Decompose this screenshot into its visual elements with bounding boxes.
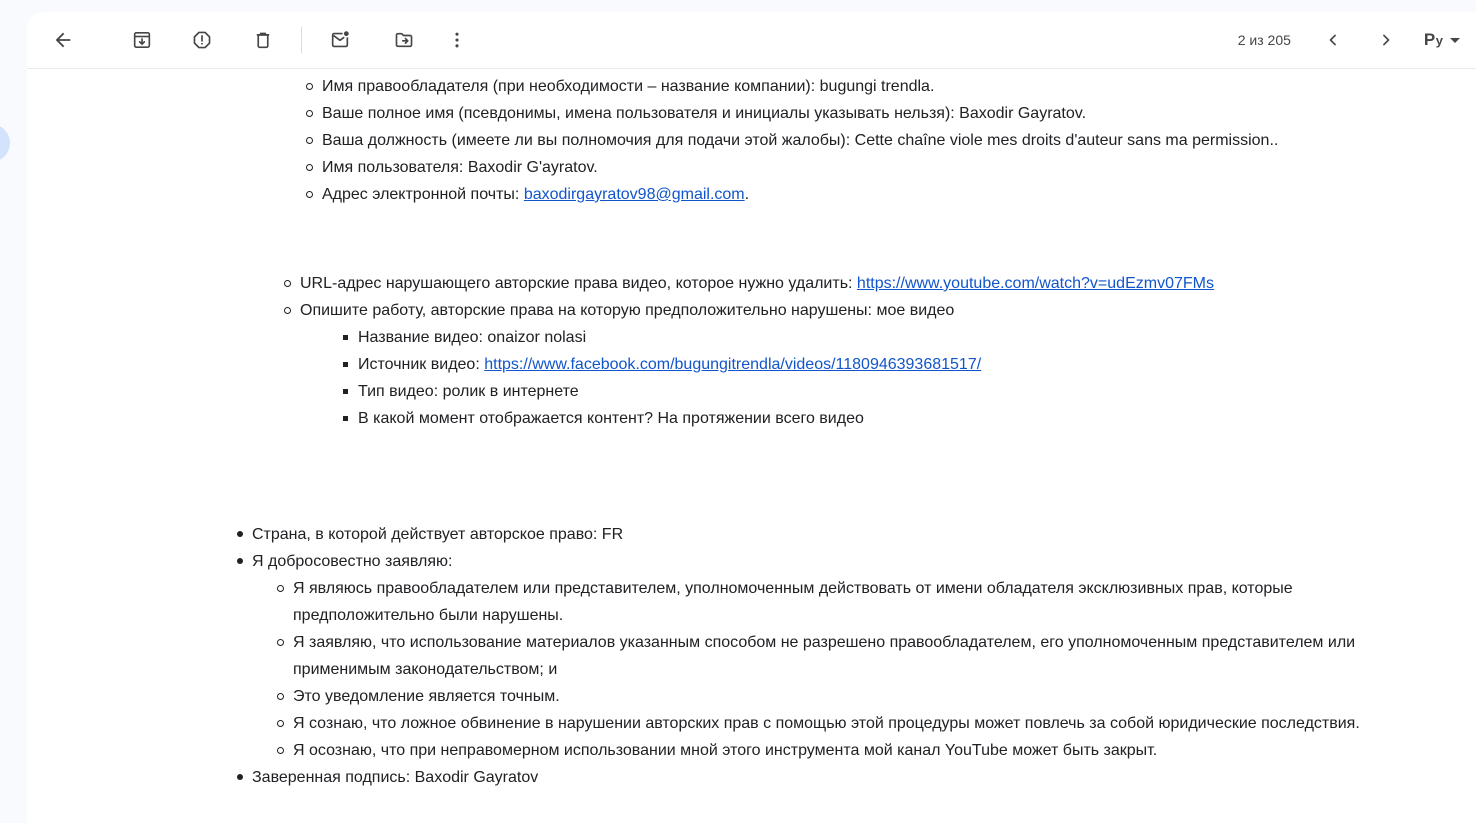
trash-icon — [252, 29, 274, 51]
mark-email-unread-icon — [329, 29, 351, 51]
chevron-right-icon — [1376, 30, 1396, 50]
report-spam-icon — [191, 29, 213, 51]
chevron-left-icon — [1323, 30, 1343, 50]
claimant-info-list — [212, 73, 1416, 208]
list-item: Заверенная подпись: Baxodir Gayratov — [252, 764, 1416, 791]
list-item: Имя пользователя: Baxodir G'ayratov. — [322, 154, 1416, 181]
back-button[interactable] — [43, 20, 83, 60]
video-info-list — [212, 270, 1416, 432]
list-item: Это уведомление является точным. — [293, 683, 1416, 710]
list-item: Опишите работу, авторские права на которую предположительно нарушены: мое видео Название видео: onaizor nolasi Источник видео: https://www.facebook.com/bugungitrendla/videos/1180946393681517/ Тип видео: ролик в интернете В какой момент отображается контент? На протяжении всего видео — [300, 297, 1416, 432]
input-tools-label-small: у — [1435, 32, 1443, 48]
toolbar-left-group — [27, 20, 477, 60]
toolbar-separator — [301, 27, 302, 53]
toolbar-right-group — [1238, 20, 1476, 60]
declaration-list — [212, 521, 1416, 791]
list-item: Я заявляю, что использование материалов указанным способом не разрешено правообладателем, его уполномоченным представителем или применимым законодательством; и — [293, 629, 1416, 683]
list-item: Я добросовестно заявляю: Я являюсь правообладателем или представителем, уполномоченным действовать от имени обладателя эксклюзивных прав, которые предположительно были нарушены. Я заявляю, что использование материалов указанным способом не разрешено правообладателем, его уполномоченным представителем или применимым законодательством; и Это уведомление является точным. Я сознаю, что ложное обвинение в нарушении авторских прав с помощью этой процедуры может повлечь за собой юридические последствия. Я осознаю, что при неправомерном использовании мной этого инструмента мой канал YouTube может быть закрыт. — [252, 548, 1416, 764]
list-item: Я являюсь правообладателем или представителем, уполномоченным действовать от имени обладателя эксклюзивных прав, которые предположительно были нарушены. — [293, 575, 1416, 629]
list-item: Имя правообладателя (при необходимости – название компании): bugungi trendla. — [322, 73, 1416, 100]
email-link[interactable]: baxodirgayratov98@gmail.com — [523, 186, 745, 203]
input-tools-button[interactable] — [1418, 20, 1466, 60]
list-item: Адрес электронной почты: baxodirgayratov98@gmail.com. — [322, 181, 1416, 208]
delete-button[interactable] — [243, 20, 283, 60]
list-item: Тип видео: ролик в интернете — [358, 378, 1416, 405]
list-item: URL-адрес нарушающего авторские права видео, которое нужно удалить: https://www.youtube.com/watch?v=udEzmv07FMs — [300, 270, 1416, 297]
list-item: Страна, в которой действует авторское право: FR — [252, 521, 1416, 548]
side-panel-bubble — [0, 124, 10, 162]
message-toolbar — [27, 12, 1476, 69]
list-item: Я сознаю, что ложное обвинение в нарушении авторских прав с помощью этой процедуры может повлечь за собой юридические последствия. — [293, 710, 1416, 737]
input-tools-label: Р — [1423, 30, 1436, 49]
older-button[interactable] — [1366, 20, 1406, 60]
move-to-button[interactable] — [384, 20, 424, 60]
list-item: В какой момент отображается контент? На протяжении всего видео — [358, 405, 1416, 432]
message-card — [27, 12, 1476, 823]
folder-move-icon — [393, 29, 415, 51]
archive-button[interactable] — [122, 20, 162, 60]
youtube-link[interactable]: https://www.youtube.com/watch?v=udEzmv07FMs — [856, 275, 1214, 292]
archive-icon — [131, 29, 153, 51]
list-item: Источник видео: https://www.facebook.com/bugungitrendla/videos/1180946393681517/ — [358, 351, 1416, 378]
list-item: Ваше полное имя (псевдонимы, имена пользователя и инициалы указывать нельзя): Baxodir Gayratov. — [322, 100, 1416, 127]
mark-unread-button[interactable] — [320, 20, 360, 60]
email-body — [27, 69, 1476, 823]
more-options-button[interactable] — [437, 20, 477, 60]
facebook-link[interactable]: https://www.facebook.com/bugungitrendla/videos/1180946393681517/ — [484, 356, 982, 373]
report-spam-button[interactable] — [182, 20, 222, 60]
chevron-down-icon — [1450, 38, 1460, 43]
pagination-label: 2 из 205 — [1237, 32, 1291, 48]
newer-button[interactable] — [1313, 20, 1353, 60]
list-item: Ваша должность (имеете ли вы полномочия для подачи этой жалобы): Cette chaîne viole mes droits d'auteur sans ma permission.. — [322, 127, 1416, 154]
more-vert-icon — [446, 29, 468, 51]
list-item: Я осознаю, что при неправомерном использовании мной этого инструмента мой канал YouTube может быть закрыт. — [293, 737, 1416, 764]
list-item: Название видео: onaizor nolasi — [358, 324, 1416, 351]
declaration-statements-list — [252, 575, 1416, 764]
video-detail-list — [300, 324, 1416, 432]
back-arrow-icon — [52, 29, 74, 51]
